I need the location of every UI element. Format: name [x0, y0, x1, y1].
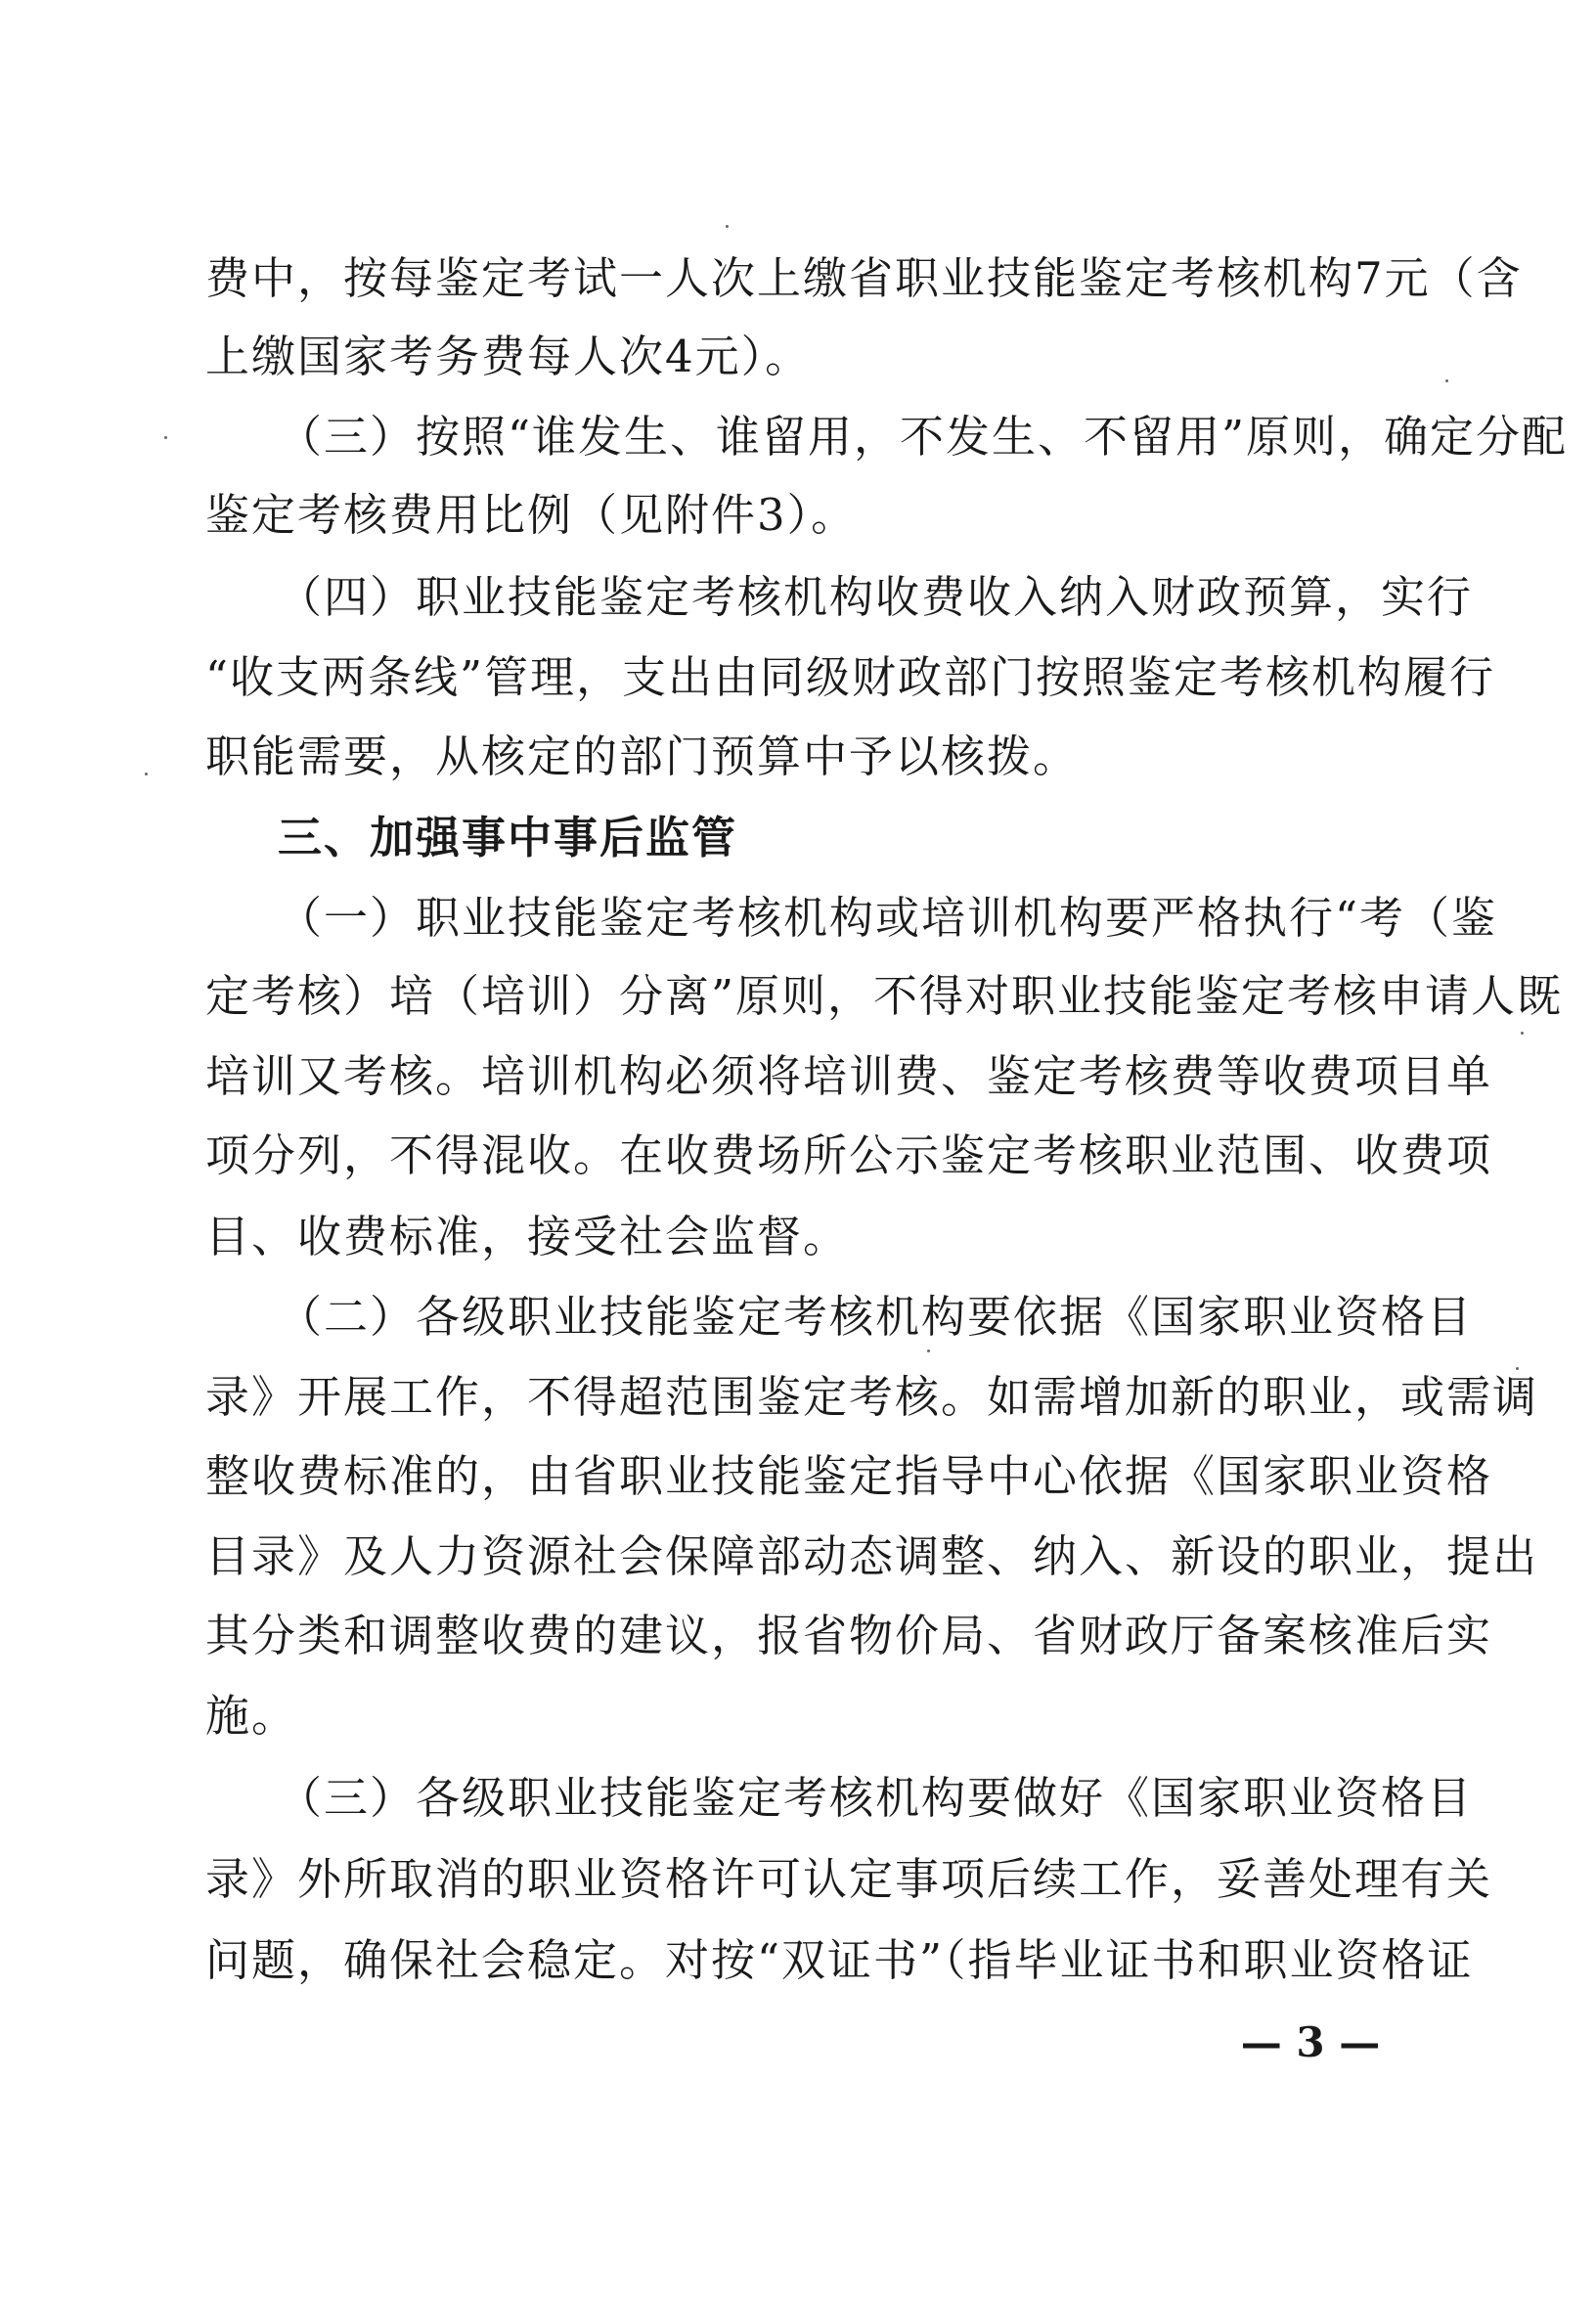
body-line: “收支两条线”管理，支出由同级财政部门按照鉴定考核机构履行	[205, 651, 1496, 703]
scan-speck	[1521, 1032, 1524, 1035]
scan-speck	[1445, 379, 1448, 382]
body-line: 施。	[205, 1690, 298, 1742]
body-line: （三）各级职业技能鉴定考核机构要做好《国家职业资格目	[278, 1772, 1474, 1824]
body-line: 整收费标准的，由省职业技能鉴定指导中心依据《国家职业资格	[205, 1450, 1493, 1502]
scan-speck	[726, 225, 729, 228]
body-line: （二）各级职业技能鉴定考核机构要依据《国家职业资格目	[278, 1291, 1474, 1343]
body-line: 培训又考核。培训机构必须将培训费、鉴定考核费等收费项目单	[205, 1050, 1493, 1102]
body-line: 定考核）培（培训）分离”原则，不得对职业技能鉴定考核申请人既	[205, 970, 1564, 1022]
body-line: 项分列，不得混收。在收费场所公示鉴定考核职业范围、收费项	[205, 1129, 1493, 1181]
body-line: 目、收费标准，接受社会监督。	[205, 1211, 850, 1262]
body-line: 其分类和调整收费的建议，报省物价局、省财政厅备案核准后实	[205, 1610, 1493, 1661]
body-line: 问题，确保社会稳定。对按“双证书”（指毕业证书和职业资格证	[205, 1934, 1474, 1986]
body-line: （三）按照“谁发生、谁留用，不发生、不留用”原则，确定分配	[278, 411, 1569, 463]
body-line: 职能需要，从核定的部门预算中予以核拨。	[205, 730, 1080, 782]
body-line: （四）职业技能鉴定考核机构收费收入纳入财政预算，实行	[278, 571, 1474, 623]
body-line: 录》开展工作，不得超范围鉴定考核。如需增加新的职业，或需调	[205, 1371, 1539, 1423]
body-line: 鉴定考核费用比例（见附件3）。	[205, 489, 858, 541]
body-line: 目录》及人力资源社会保障部动态调整、纳入、新设的职业，提出	[205, 1530, 1539, 1582]
body-line: （一）职业技能鉴定考核机构或培训机构要严格执行“考（鉴	[278, 892, 1498, 944]
scan-speck	[145, 773, 148, 775]
scan-speck	[164, 436, 167, 439]
body-line: 费中，按每鉴定考试一人次上缴省职业技能鉴定考核机构7元（含	[205, 252, 1523, 304]
page-number: — 3 —	[1240, 2018, 1381, 2066]
section-heading: 三、加强事中事后监管	[278, 812, 738, 863]
scan-speck	[927, 1349, 930, 1352]
body-line: 上缴国家考务费每人次4元）。	[205, 331, 812, 382]
scan-speck	[1516, 1367, 1519, 1370]
body-line: 录》外所取消的职业资格许可认定事项后续工作，妥善处理有关	[205, 1853, 1493, 1905]
